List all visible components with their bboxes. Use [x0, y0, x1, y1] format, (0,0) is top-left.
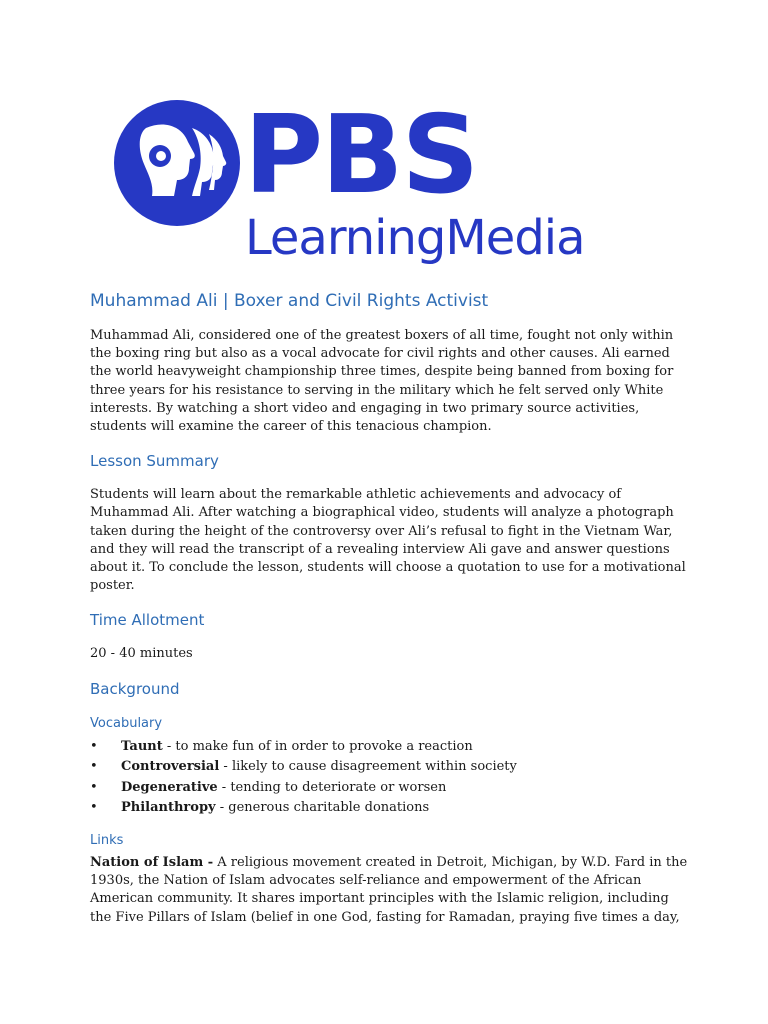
bullet-icon: • [90, 759, 98, 775]
pbs-heads-logo-icon [112, 98, 242, 228]
bullet-icon: • [90, 800, 98, 816]
pbs-wordmark: PBS [244, 93, 478, 218]
bullet-icon: • [90, 779, 98, 795]
vocabulary-term: Taunt [121, 738, 163, 754]
intro-paragraph: Muhammad Ali, considered one of the greatest boxers of all time, fought not only within the boxing ring but also as a vocal advocate for civil rights and other causes. Ali earned the world heavyweight championship three times, despite being banned from boxing for three years for his resistance to serving in the military which he felt served only White interests. By watching a short video and engaging in two primary source activities, students will examine the career of this tenacious champion. [90, 328, 674, 435]
vocabulary-item [90, 757, 690, 778]
lesson-summary-paragraph: Students will learn about the remarkable athletic achievements and advocacy of Muhammad Ali. After watching a biographical video, students will analyze a photograph taken during the height of the controversy over Ali’s refusal to fight in the Vietnam War, and they will read the transcript of a revealing interview Ali gave and answer questions about it. To conclude the lesson, students will choose a quotation to use for a motivational poster. [90, 487, 686, 594]
time-allotment-text: 20 - 40 minutes [90, 646, 193, 662]
vocabulary-list [90, 737, 690, 819]
vocabulary-term: Controversial [121, 759, 220, 775]
pbs-learningmedia-logo [112, 93, 612, 273]
time-allotment-heading: Time Allotment [90, 611, 205, 630]
vocabulary-heading: Vocabulary [90, 715, 163, 731]
vocabulary-item [90, 737, 690, 758]
vocabulary-definition: - generous charitable donations [215, 800, 430, 816]
vocabulary-term: Degenerative [121, 779, 218, 795]
vocabulary-item [90, 798, 690, 819]
learningmedia-wordmark: LearningMedia [245, 210, 585, 266]
vocabulary-definition: - to make fun of in order to provoke a reaction [162, 738, 473, 754]
vocabulary-item [90, 778, 690, 799]
vocabulary-definition: - likely to cause disagreement within society [219, 759, 517, 775]
vocabulary-definition: - tending to deteriorate or worsen [217, 779, 447, 795]
nation-of-islam-paragraph [90, 854, 690, 927]
bullet-icon: • [90, 738, 98, 754]
lesson-summary-heading: Lesson Summary [90, 452, 219, 471]
background-heading: Background [90, 679, 180, 698]
vocabulary-term: Philanthropy [121, 800, 216, 816]
links-heading: Links [90, 833, 124, 849]
document-body [90, 288, 690, 941]
nation-of-islam-text: A religious movement created in Detroit, Michigan, by W.D. Fard in the 1930s, the Nation of Islam advocates self-reliance and empowerment of the African American community. It shares important principles with the Islamic religion, including the Five Pillars of Islam (belief in one God, fasting for Ramadan, praying five times a day, [90, 855, 688, 925]
document-title: Muhammad Ali | Boxer and Civil Rights Activist [90, 291, 489, 311]
nation-of-islam-term: Nation of Islam - [90, 855, 214, 871]
